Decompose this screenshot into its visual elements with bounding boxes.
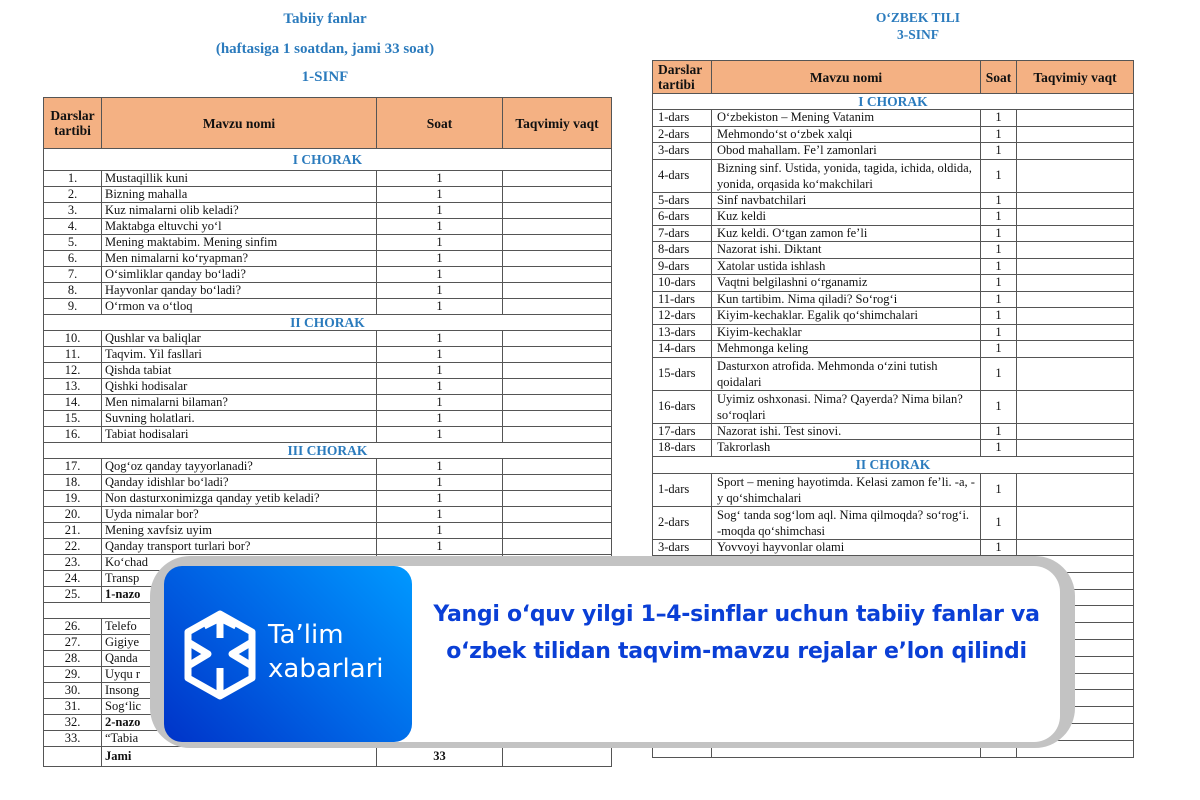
table-row bbox=[44, 347, 612, 363]
table-row bbox=[653, 357, 1134, 390]
lesson-date bbox=[1017, 473, 1134, 506]
lesson-hours: 1 bbox=[377, 187, 503, 203]
lesson-hours: 1 bbox=[377, 219, 503, 235]
lesson-topic: Takrorlash bbox=[712, 440, 981, 457]
lesson-date bbox=[1017, 242, 1134, 259]
lesson-topic: Telefo bbox=[102, 619, 377, 635]
lesson-number: 24. bbox=[44, 571, 102, 587]
lesson-topic: Yovvoyi hayvonlar olami bbox=[712, 539, 981, 556]
lesson-date bbox=[503, 475, 612, 491]
lesson-date bbox=[1017, 357, 1134, 390]
lesson-number: 4-dars bbox=[653, 159, 712, 192]
lesson-number: 7. bbox=[44, 267, 102, 283]
lesson-topic: Mehmonga keling bbox=[712, 341, 981, 358]
section-label: II CHORAK bbox=[44, 315, 612, 331]
lesson-hours: 1 bbox=[981, 159, 1017, 192]
lesson-date bbox=[503, 459, 612, 475]
total-blank bbox=[44, 747, 102, 767]
lesson-hours: 1 bbox=[981, 209, 1017, 226]
lesson-topic: Insong bbox=[102, 683, 377, 699]
lesson-date bbox=[1017, 275, 1134, 292]
brand-name-line2: xabarlari bbox=[268, 654, 384, 684]
lesson-date bbox=[1017, 324, 1134, 341]
lesson-hours: 1 bbox=[981, 473, 1017, 506]
lesson-number: 2. bbox=[44, 187, 102, 203]
cube-logo-icon bbox=[180, 608, 260, 704]
table-row bbox=[44, 539, 612, 555]
col-header-date: Taqvimiy vaqt bbox=[1017, 61, 1134, 94]
lesson-topic: Uyimiz oshxonasi. Nima? Qayerda? Nima bilan? so‘roqlari bbox=[712, 390, 981, 423]
lesson-topic: O‘simliklar qanday bo‘ladi? bbox=[102, 267, 377, 283]
lesson-topic: Kun tartibim. Nima qiladi? So‘rog‘i bbox=[712, 291, 981, 308]
lesson-topic: Nazorat ishi. Test sinovi. bbox=[712, 423, 981, 440]
lesson-hours: 1 bbox=[377, 411, 503, 427]
lesson-hours: 1 bbox=[981, 143, 1017, 160]
table-row bbox=[653, 291, 1134, 308]
lesson-number: 17. bbox=[44, 459, 102, 475]
lesson-topic: Non dasturxonimizga qanday yetib keladi? bbox=[102, 491, 377, 507]
lesson-date bbox=[1017, 192, 1134, 209]
table-row bbox=[44, 363, 612, 379]
lesson-topic: Xatolar ustida ishlash bbox=[712, 258, 981, 275]
lesson-hours: 1 bbox=[377, 171, 503, 187]
lesson-number: 2-dars bbox=[653, 506, 712, 539]
lesson-hours: 1 bbox=[377, 363, 503, 379]
table-row bbox=[44, 299, 612, 315]
section-row bbox=[44, 149, 612, 171]
lesson-date bbox=[503, 331, 612, 347]
table-row bbox=[653, 159, 1134, 192]
lesson-number: 33. bbox=[44, 731, 102, 747]
lesson-topic: Uyqu r bbox=[102, 667, 377, 683]
lesson-topic: Bizning mahalla bbox=[102, 187, 377, 203]
lesson-date bbox=[1017, 225, 1134, 242]
lesson-number: 10-dars bbox=[653, 275, 712, 292]
table-row bbox=[653, 506, 1134, 539]
news-headline: Yangi o‘quv yilgi 1–4-sinflar uchun tabiiy fanlar va o‘zbek tilidan taqvim-mavzu rejalar e’lon qilindi bbox=[433, 602, 1040, 664]
lesson-topic: Transp bbox=[102, 571, 377, 587]
lesson-number: 31. bbox=[44, 699, 102, 715]
table-row bbox=[44, 427, 612, 443]
lesson-topic: “Tabia bbox=[102, 731, 377, 747]
table-row bbox=[653, 440, 1134, 457]
lesson-hours: 1 bbox=[377, 347, 503, 363]
lesson-date bbox=[503, 203, 612, 219]
lesson-topic: Qog‘oz qanday tayyorlanadi? bbox=[102, 459, 377, 475]
lesson-topic: Kuz keldi. O‘tgan zamon fe’li bbox=[712, 225, 981, 242]
lesson-date bbox=[503, 283, 612, 299]
lesson-number: 2-dars bbox=[653, 126, 712, 143]
lesson-topic: Kiyim-kechaklar. Egalik qo‘shimchalari bbox=[712, 308, 981, 325]
table-row bbox=[44, 507, 612, 523]
lesson-date bbox=[503, 251, 612, 267]
lesson-topic: O‘zbekiston – Mening Vatanim bbox=[712, 110, 981, 127]
table-row bbox=[44, 395, 612, 411]
lesson-hours: 1 bbox=[981, 126, 1017, 143]
lesson-topic: Qanday idishlar bo‘ladi? bbox=[102, 475, 377, 491]
lesson-hours: 1 bbox=[377, 395, 503, 411]
right-doc-title: O‘ZBEK TILI bbox=[875, 10, 961, 25]
lesson-date bbox=[503, 187, 612, 203]
lesson-date bbox=[503, 267, 612, 283]
lesson-date bbox=[1017, 341, 1134, 358]
table-row bbox=[44, 251, 612, 267]
table-row bbox=[653, 423, 1134, 440]
lesson-number: 17-dars bbox=[653, 423, 712, 440]
section-label: I CHORAK bbox=[653, 94, 1134, 110]
lesson-topic: Mehmondo‘st o‘zbek xalqi bbox=[712, 126, 981, 143]
lesson-number: 20. bbox=[44, 507, 102, 523]
lesson-topic: Men nimalarni bilaman? bbox=[102, 395, 377, 411]
total-date bbox=[503, 747, 612, 767]
lesson-hours: 1 bbox=[377, 507, 503, 523]
table-row bbox=[44, 475, 612, 491]
col-header-topic: Mavzu nomi bbox=[102, 98, 377, 149]
table-row bbox=[653, 258, 1134, 275]
section-row bbox=[44, 315, 612, 331]
lesson-date bbox=[503, 507, 612, 523]
lesson-hours: 1 bbox=[377, 491, 503, 507]
lesson-number: 9. bbox=[44, 299, 102, 315]
table-row bbox=[653, 209, 1134, 226]
table-row bbox=[653, 275, 1134, 292]
lesson-date bbox=[503, 411, 612, 427]
lesson-number: 26. bbox=[44, 619, 102, 635]
table-row bbox=[44, 203, 612, 219]
lesson-number: 3-dars bbox=[653, 143, 712, 160]
lesson-number: 15. bbox=[44, 411, 102, 427]
lesson-topic: Tabiat hodisalari bbox=[102, 427, 377, 443]
table-row bbox=[44, 331, 612, 347]
lesson-number: 12. bbox=[44, 363, 102, 379]
lesson-date bbox=[1017, 308, 1134, 325]
table-row bbox=[44, 379, 612, 395]
section-row bbox=[653, 456, 1134, 473]
lesson-hours: 1 bbox=[377, 299, 503, 315]
table-row bbox=[653, 225, 1134, 242]
lesson-topic: Qishda tabiat bbox=[102, 363, 377, 379]
lesson-topic: Qanday transport turlari bor? bbox=[102, 539, 377, 555]
lesson-date bbox=[503, 523, 612, 539]
lesson-number: 25. bbox=[44, 587, 102, 603]
lesson-date bbox=[1017, 110, 1134, 127]
lesson-topic: Uyda nimalar bor? bbox=[102, 507, 377, 523]
lesson-topic: Qanda bbox=[102, 651, 377, 667]
lesson-topic: Men nimalarni ko‘ryapman? bbox=[102, 251, 377, 267]
lesson-number: 27. bbox=[44, 635, 102, 651]
total-label: Jami bbox=[102, 747, 377, 767]
right-doc-grade: 3-SINF bbox=[896, 27, 939, 42]
lesson-number: 29. bbox=[44, 667, 102, 683]
lesson-date bbox=[1017, 291, 1134, 308]
table-row bbox=[653, 324, 1134, 341]
lesson-number: 1. bbox=[44, 171, 102, 187]
lesson-number: 14. bbox=[44, 395, 102, 411]
lesson-number: 22. bbox=[44, 539, 102, 555]
lesson-number: 13-dars bbox=[653, 324, 712, 341]
lesson-topic: Kuz nimalarni olib keladi? bbox=[102, 203, 377, 219]
lesson-hours: 1 bbox=[377, 379, 503, 395]
table-row bbox=[653, 242, 1134, 259]
lesson-topic: Mening xavfsiz uyim bbox=[102, 523, 377, 539]
lesson-number: 14-dars bbox=[653, 341, 712, 358]
lesson-hours: 1 bbox=[981, 440, 1017, 457]
table-row bbox=[44, 459, 612, 475]
lesson-number: 4. bbox=[44, 219, 102, 235]
lesson-topic: Sog‘lic bbox=[102, 699, 377, 715]
left-doc-subtitle: (haftasiga 1 soatdan, jami 33 soat) bbox=[215, 41, 435, 57]
lesson-hours: 1 bbox=[981, 225, 1017, 242]
lesson-number: 7-dars bbox=[653, 225, 712, 242]
lesson-hours: 1 bbox=[981, 192, 1017, 209]
lesson-number: 32. bbox=[44, 715, 102, 731]
lesson-topic: Kiyim-kechaklar bbox=[712, 324, 981, 341]
section-label: II CHORAK bbox=[653, 456, 1134, 473]
lesson-hours: 1 bbox=[981, 423, 1017, 440]
table-row bbox=[44, 283, 612, 299]
col-header-topic: Mavzu nomi bbox=[712, 61, 981, 94]
lesson-number: 21. bbox=[44, 523, 102, 539]
table-row bbox=[653, 473, 1134, 506]
lesson-number: 5. bbox=[44, 235, 102, 251]
lesson-hours: 1 bbox=[981, 390, 1017, 423]
table-row bbox=[653, 341, 1134, 358]
lesson-number: 30. bbox=[44, 683, 102, 699]
lesson-number: 1-dars bbox=[653, 473, 712, 506]
lesson-hours: 1 bbox=[377, 251, 503, 267]
lesson-hours: 1 bbox=[377, 427, 503, 443]
lesson-hours: 1 bbox=[981, 242, 1017, 259]
col-header-order: Darslar tartibi bbox=[653, 61, 712, 94]
table-row bbox=[653, 390, 1134, 423]
table-row bbox=[653, 143, 1134, 160]
lesson-topic: Hayvonlar qanday bo‘ladi? bbox=[102, 283, 377, 299]
lesson-hours: 1 bbox=[981, 506, 1017, 539]
lesson-date bbox=[503, 491, 612, 507]
lesson-hours: 1 bbox=[377, 267, 503, 283]
lesson-hours: 1 bbox=[981, 258, 1017, 275]
lesson-hours: 1 bbox=[377, 475, 503, 491]
lesson-date bbox=[1017, 390, 1134, 423]
table-row bbox=[653, 539, 1134, 556]
lesson-topic: Maktabga eltuvchi yo‘l bbox=[102, 219, 377, 235]
table-row bbox=[44, 491, 612, 507]
lesson-number: 10. bbox=[44, 331, 102, 347]
lesson-topic: Vaqtni belgilashni o‘rganamiz bbox=[712, 275, 981, 292]
lesson-hours: 1 bbox=[981, 291, 1017, 308]
lesson-hours: 1 bbox=[377, 283, 503, 299]
lesson-date bbox=[1017, 159, 1134, 192]
lesson-topic: O‘rmon va o‘tloq bbox=[102, 299, 377, 315]
lesson-number: 9-dars bbox=[653, 258, 712, 275]
lesson-hours: 1 bbox=[377, 203, 503, 219]
lesson-number: 18. bbox=[44, 475, 102, 491]
lesson-topic: Sinf navbatchilari bbox=[712, 192, 981, 209]
table-row bbox=[653, 110, 1134, 127]
table-row bbox=[44, 235, 612, 251]
lesson-hours: 1 bbox=[377, 459, 503, 475]
lesson-number: 13. bbox=[44, 379, 102, 395]
lesson-date bbox=[503, 235, 612, 251]
left-doc-grade: 1-SINF bbox=[301, 69, 349, 85]
lesson-topic: Dasturxon atrofida. Mehmonda o‘zini tutish qoidalari bbox=[712, 357, 981, 390]
lesson-topic: Nazorat ishi. Diktant bbox=[712, 242, 981, 259]
lesson-hours: 1 bbox=[981, 308, 1017, 325]
col-header-hours: Soat bbox=[981, 61, 1017, 94]
lesson-topic: Sog‘ tanda sog‘lom aql. Nima qilmoqda? so‘rog‘i. -moqda qo‘shimchasi bbox=[712, 506, 981, 539]
lesson-topic: Qushlar va baliqlar bbox=[102, 331, 377, 347]
lesson-topic: Obod mahallam. Fe’l zamonlari bbox=[712, 143, 981, 160]
lesson-number: 8-dars bbox=[653, 242, 712, 259]
brand-logo bbox=[164, 566, 412, 742]
section-row bbox=[653, 94, 1134, 110]
lesson-hours: 1 bbox=[981, 357, 1017, 390]
lesson-hours: 1 bbox=[981, 324, 1017, 341]
lesson-date bbox=[503, 395, 612, 411]
lesson-topic: Mustaqillik kuni bbox=[102, 171, 377, 187]
section-label: III CHORAK bbox=[44, 443, 612, 459]
lesson-hours: 1 bbox=[981, 110, 1017, 127]
lesson-hours: 1 bbox=[981, 341, 1017, 358]
lesson-number: 6. bbox=[44, 251, 102, 267]
lesson-topic: Taqvim. Yil fasllari bbox=[102, 347, 377, 363]
table-row bbox=[653, 192, 1134, 209]
col-header-hours: Soat bbox=[377, 98, 503, 149]
lesson-topic: Gigiye bbox=[102, 635, 377, 651]
lesson-date bbox=[503, 363, 612, 379]
lesson-date bbox=[503, 347, 612, 363]
table-row bbox=[44, 187, 612, 203]
lesson-number: 11. bbox=[44, 347, 102, 363]
lesson-number: 6-dars bbox=[653, 209, 712, 226]
table-row bbox=[44, 523, 612, 539]
total-hours: 33 bbox=[377, 747, 503, 767]
section-label: I CHORAK bbox=[44, 149, 612, 171]
lesson-number: 16. bbox=[44, 427, 102, 443]
lesson-number: 1-dars bbox=[653, 110, 712, 127]
lesson-number: 3-dars bbox=[653, 539, 712, 556]
col-header-date: Taqvimiy vaqt bbox=[503, 98, 612, 149]
lesson-number: 3. bbox=[44, 203, 102, 219]
lesson-number: 19. bbox=[44, 491, 102, 507]
lesson-number: 18-dars bbox=[653, 440, 712, 457]
lesson-hours: 1 bbox=[981, 539, 1017, 556]
lesson-topic: Suvning holatlari. bbox=[102, 411, 377, 427]
lesson-number: 11-dars bbox=[653, 291, 712, 308]
lesson-number: 28. bbox=[44, 651, 102, 667]
lesson-topic: Qishki hodisalar bbox=[102, 379, 377, 395]
lesson-date bbox=[1017, 143, 1134, 160]
lesson-date bbox=[1017, 506, 1134, 539]
table-row bbox=[44, 219, 612, 235]
lesson-date bbox=[503, 219, 612, 235]
col-header-order: Darslar tartibi bbox=[44, 98, 102, 149]
lesson-date bbox=[1017, 440, 1134, 457]
brand-name-line1: Ta’lim bbox=[268, 620, 344, 650]
lesson-number: 5-dars bbox=[653, 192, 712, 209]
lesson-number: 23. bbox=[44, 555, 102, 571]
lesson-date bbox=[503, 539, 612, 555]
lesson-date bbox=[1017, 539, 1134, 556]
table-row bbox=[653, 126, 1134, 143]
lesson-number: 12-dars bbox=[653, 308, 712, 325]
lesson-hours: 1 bbox=[377, 331, 503, 347]
lesson-date bbox=[503, 171, 612, 187]
lesson-date bbox=[1017, 209, 1134, 226]
lesson-date bbox=[1017, 126, 1134, 143]
lesson-number: 16-dars bbox=[653, 390, 712, 423]
lesson-number: 8. bbox=[44, 283, 102, 299]
lesson-date bbox=[1017, 258, 1134, 275]
lesson-topic: Sport – mening hayotimda. Kelasi zamon fe’li. -a, -y qo‘shimchalari bbox=[712, 473, 981, 506]
lesson-topic: Mening maktabim. Mening sinfim bbox=[102, 235, 377, 251]
lesson-hours: 1 bbox=[377, 539, 503, 555]
lesson-date bbox=[503, 427, 612, 443]
table-row bbox=[44, 267, 612, 283]
total-row bbox=[44, 747, 612, 767]
lesson-date bbox=[1017, 423, 1134, 440]
left-doc-title: Tabiiy fanlar bbox=[283, 11, 367, 27]
lesson-topic: Kuz keldi bbox=[712, 209, 981, 226]
table-row bbox=[44, 411, 612, 427]
lesson-topic: Ko‘chad bbox=[102, 555, 377, 571]
lesson-date bbox=[503, 379, 612, 395]
lesson-date bbox=[503, 299, 612, 315]
lesson-topic: 1-nazo bbox=[102, 587, 377, 603]
lesson-number: 15-dars bbox=[653, 357, 712, 390]
lesson-topic: Bizning sinf. Ustida, yonida, tagida, ichida, oldida, yonida, orqasida ko‘makchilari bbox=[712, 159, 981, 192]
lesson-hours: 1 bbox=[377, 523, 503, 539]
section-row bbox=[44, 443, 612, 459]
lesson-hours: 1 bbox=[377, 235, 503, 251]
lesson-topic: 2-nazo bbox=[102, 715, 377, 731]
table-row bbox=[44, 171, 612, 187]
lesson-hours: 1 bbox=[981, 275, 1017, 292]
table-row bbox=[653, 308, 1134, 325]
